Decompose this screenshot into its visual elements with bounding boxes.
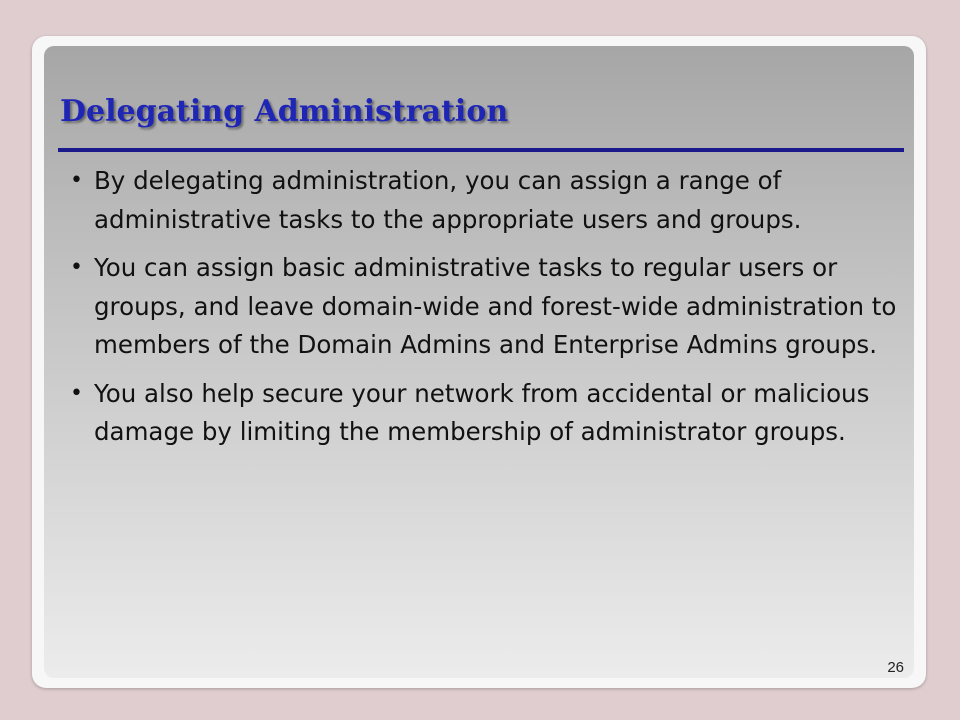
- slide-title: Delegating Administration: [60, 94, 509, 129]
- bullet-marker: •: [70, 168, 83, 193]
- bullet-list: [62, 162, 906, 462]
- title-underline: [58, 148, 904, 152]
- slide-frame: [32, 36, 926, 688]
- bullet-marker: •: [70, 380, 83, 406]
- bullet-text: You also help secure your network from accidental or malicious damage by limiting the membership of administrator groups.: [94, 378, 870, 446]
- slide-panel: [44, 46, 914, 678]
- page-number: 26: [887, 659, 904, 676]
- bullet-marker: •: [70, 255, 83, 280]
- bullet-item: [62, 375, 906, 452]
- bullet-item: [62, 162, 906, 239]
- bullet-item: [62, 249, 906, 365]
- bullet-text: You can assign basic administrative tasks to regular users or groups, and leave domain-wide and forest-wide administration to members of the Domain Admins and Enterprise Admins groups.: [94, 253, 897, 359]
- bullet-text: By delegating administration, you can assign a range of administrative tasks to the appropriate users and groups.: [94, 166, 802, 234]
